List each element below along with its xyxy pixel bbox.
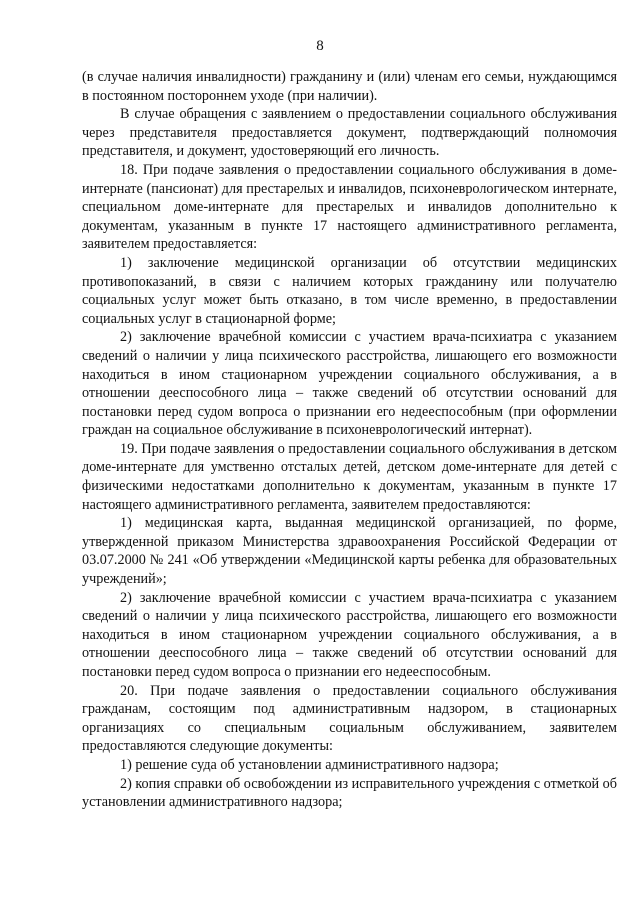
- paragraph: 1) решение суда об установлении административного надзора;: [120, 756, 499, 773]
- paragraph: В случае обращения с заявлением о предоставлении социального обслуживания через представителя предоставляется документ, подтверждающий полномочия представителя, и документ, удостоверяющий его личность.: [82, 106, 617, 160]
- paragraph: 2) заключение врачебной комиссии с участием врача-психиатра с указанием сведений о наличии у лица психического расстройства, лишающего его возможности находиться в ином стационарном учреждении социального обслуживания, а в отношении дееспособного лица – также сведений об отсутствии оснований для постановки перед судом вопроса о признании его недееспособным (при оформлении граждан на социальное обслуживание в психоневрологический интернат).: [82, 329, 617, 439]
- paragraph: 2) заключение врачебной комиссии с участием врача-психиатра с указанием сведений о наличии у лица психического расстройства, лишающего его возможности находиться в ином стационарном учреждении социального обслуживания, а в отношении дееспособного лица – также сведений об отсутствии оснований для постановки перед судом вопроса о признании его недееспособным.: [82, 589, 617, 680]
- document-body: [82, 68, 617, 812]
- paragraph: 1) медицинская карта, выданная медицинской организацией, по форме, утвержденной приказом Министерства здравоохранения Российской Федерации от 03.07.2000 № 241 «Об утверждении «Медицинской карты ребенка для образовательных учреждений»;: [82, 515, 617, 588]
- paragraph: 18. При подаче заявления о предоставлении социального обслуживания в доме-интернате (пансионат) для престарелых и инвалидов, психоневрологическом интернате, специальном доме-интернате для престарелых и инвалидов дополнительно к документам, указанным в пункте 17 настоящего административного регламента, заявителем предоставляется:: [82, 161, 617, 253]
- paragraph: 1) заключение медицинской организации об отсутствии медицинских противопоказаний, в связи с наличием которых гражданину или получателю социальных услуг может быть отказано, в том числе временно, в предоставлении социальных услуг в стационарной форме;: [82, 254, 617, 327]
- paragraph: 19. При подаче заявления о предоставлении социального обслуживания в детском доме-интернате для умственно отсталых детей, детском доме-интернате для детей с физическими недостатками дополнительно к документам, указанным в пункте 17 настоящего административного регламента, заявителем предоставляются:: [82, 440, 617, 513]
- paragraph: (в случае наличия инвалидности) гражданину и (или) членам его семьи, нуждающимся в постоянном постороннем уходе (при наличии).: [82, 69, 617, 104]
- paragraph: 20. При подаче заявления о предоставлении социального обслуживания гражданам, состоящим под административным надзором, в стационарных организациях со специальным социальным обслуживанием, заявителем предоставляются следующие документы:: [82, 682, 617, 755]
- paragraph: 2) копия справки об освобождении из исправительного учреждения с отметкой об установлении административного надзора;: [82, 775, 617, 811]
- page-number: 8: [316, 38, 324, 54]
